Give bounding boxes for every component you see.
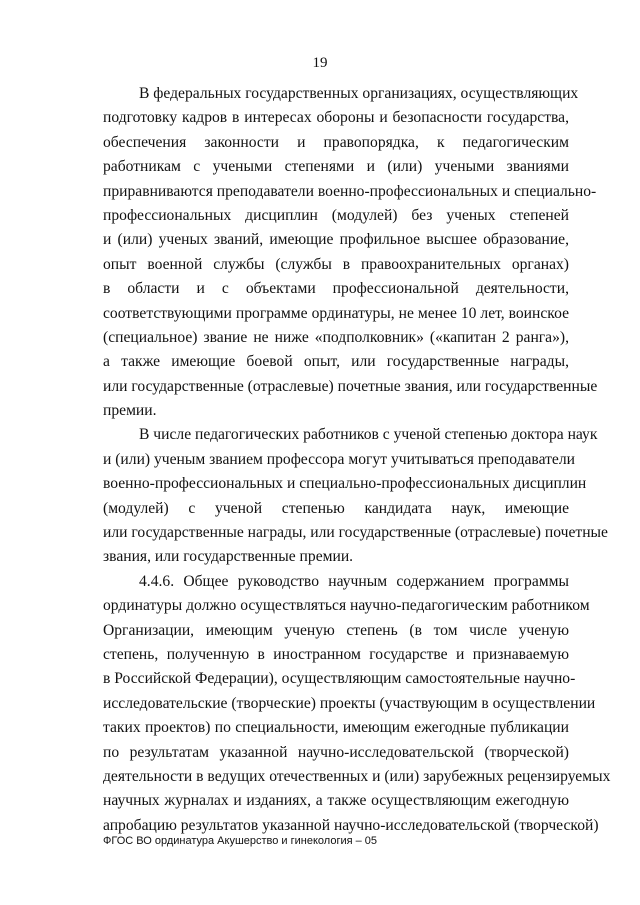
text-line: деятельности в ведущих отечественных и (или) зарубежных рецензируемых [103,767,611,785]
page-number: 19 [312,55,328,71]
text-line: Организации, имеющим ученую степень (в том числе ученую [103,621,569,639]
text-line: или государственные (отраслевые) почетные звания, или государственные [103,377,598,395]
text-line: военно-профессиональных и специально-профессиональных дисциплин [103,475,587,493]
text-line: а также имеющие боевой опыт, или государственные награды, [103,353,569,371]
text-line: 4.4.6. Общее руководство научным содержанием программы [139,572,569,590]
text-line: (модулей) с ученой степенью кандидата наук, имеющие [103,499,569,517]
text-line: подготовку кадров в интересах обороны и безопасности государства, [103,109,569,127]
text-line: степень, полученную в иностранном государстве и признаваемую [103,645,569,663]
text-line: В федеральных государственных организациях, осуществляющих [139,85,579,102]
text-line: профессиональных дисциплин (модулей) без ученых степеней [103,206,569,224]
text-line: соответствующими программе ординатуры, не менее 10 лет, воинское [103,304,569,322]
text-line: премии. [103,402,157,420]
text-line: таких проектов) по специальности, имеющим ежегодные публикации [103,719,569,737]
text-line: научных журналах и изданиях, а также осуществляющим ежегодную [103,792,569,810]
text-line: и (или) ученым званием профессора могут учитываться преподаватели [103,450,575,468]
text-line: исследовательские (творческие) проекты (участвующим в осуществлении [103,694,596,712]
text-line: по результатам указанной научно-исследовательской (творческой) [103,743,569,761]
document-body [103,82,611,838]
text-line: и (или) ученых званий, имеющие профильное высшее образование, [103,231,569,249]
paragraph [103,423,608,569]
text-line: или государственные награды, или государственные (отраслевые) почетные [103,524,608,542]
text-line: звания, или государственные премии. [103,548,354,566]
text-line: работникам с учеными степенями и (или) учеными званиями [103,158,569,176]
text-line: обеспечения законности и правопорядка, к педагогическим [103,133,569,151]
text-line: апробацию результатов указанной научно-исследовательской (творческой) [103,816,599,834]
text-line: в области и с объектами профессиональной деятельности, [103,280,569,298]
text-line: приравниваются преподаватели военно-профессиональных и специально- [103,182,597,200]
text-line: ординатуры должно осуществляться научно-педагогическим работником [103,597,590,615]
paragraph [103,570,611,838]
text-line: опыт военной службы (службы в правоохранительных органах) [103,255,569,273]
document-footer: ФГОС ВО ординатура Акушерство и гинекология – 05 [103,835,378,847]
text-line: В числе педагогических работников с ученой степенью доктора наук [139,426,598,444]
text-line: (специальное) звание не ниже «подполковник» («капитан 2 ранга»), [103,328,569,346]
paragraph [103,82,598,423]
text-line: в Российской Федерации), осуществляющим самостоятельные научно- [103,670,576,688]
